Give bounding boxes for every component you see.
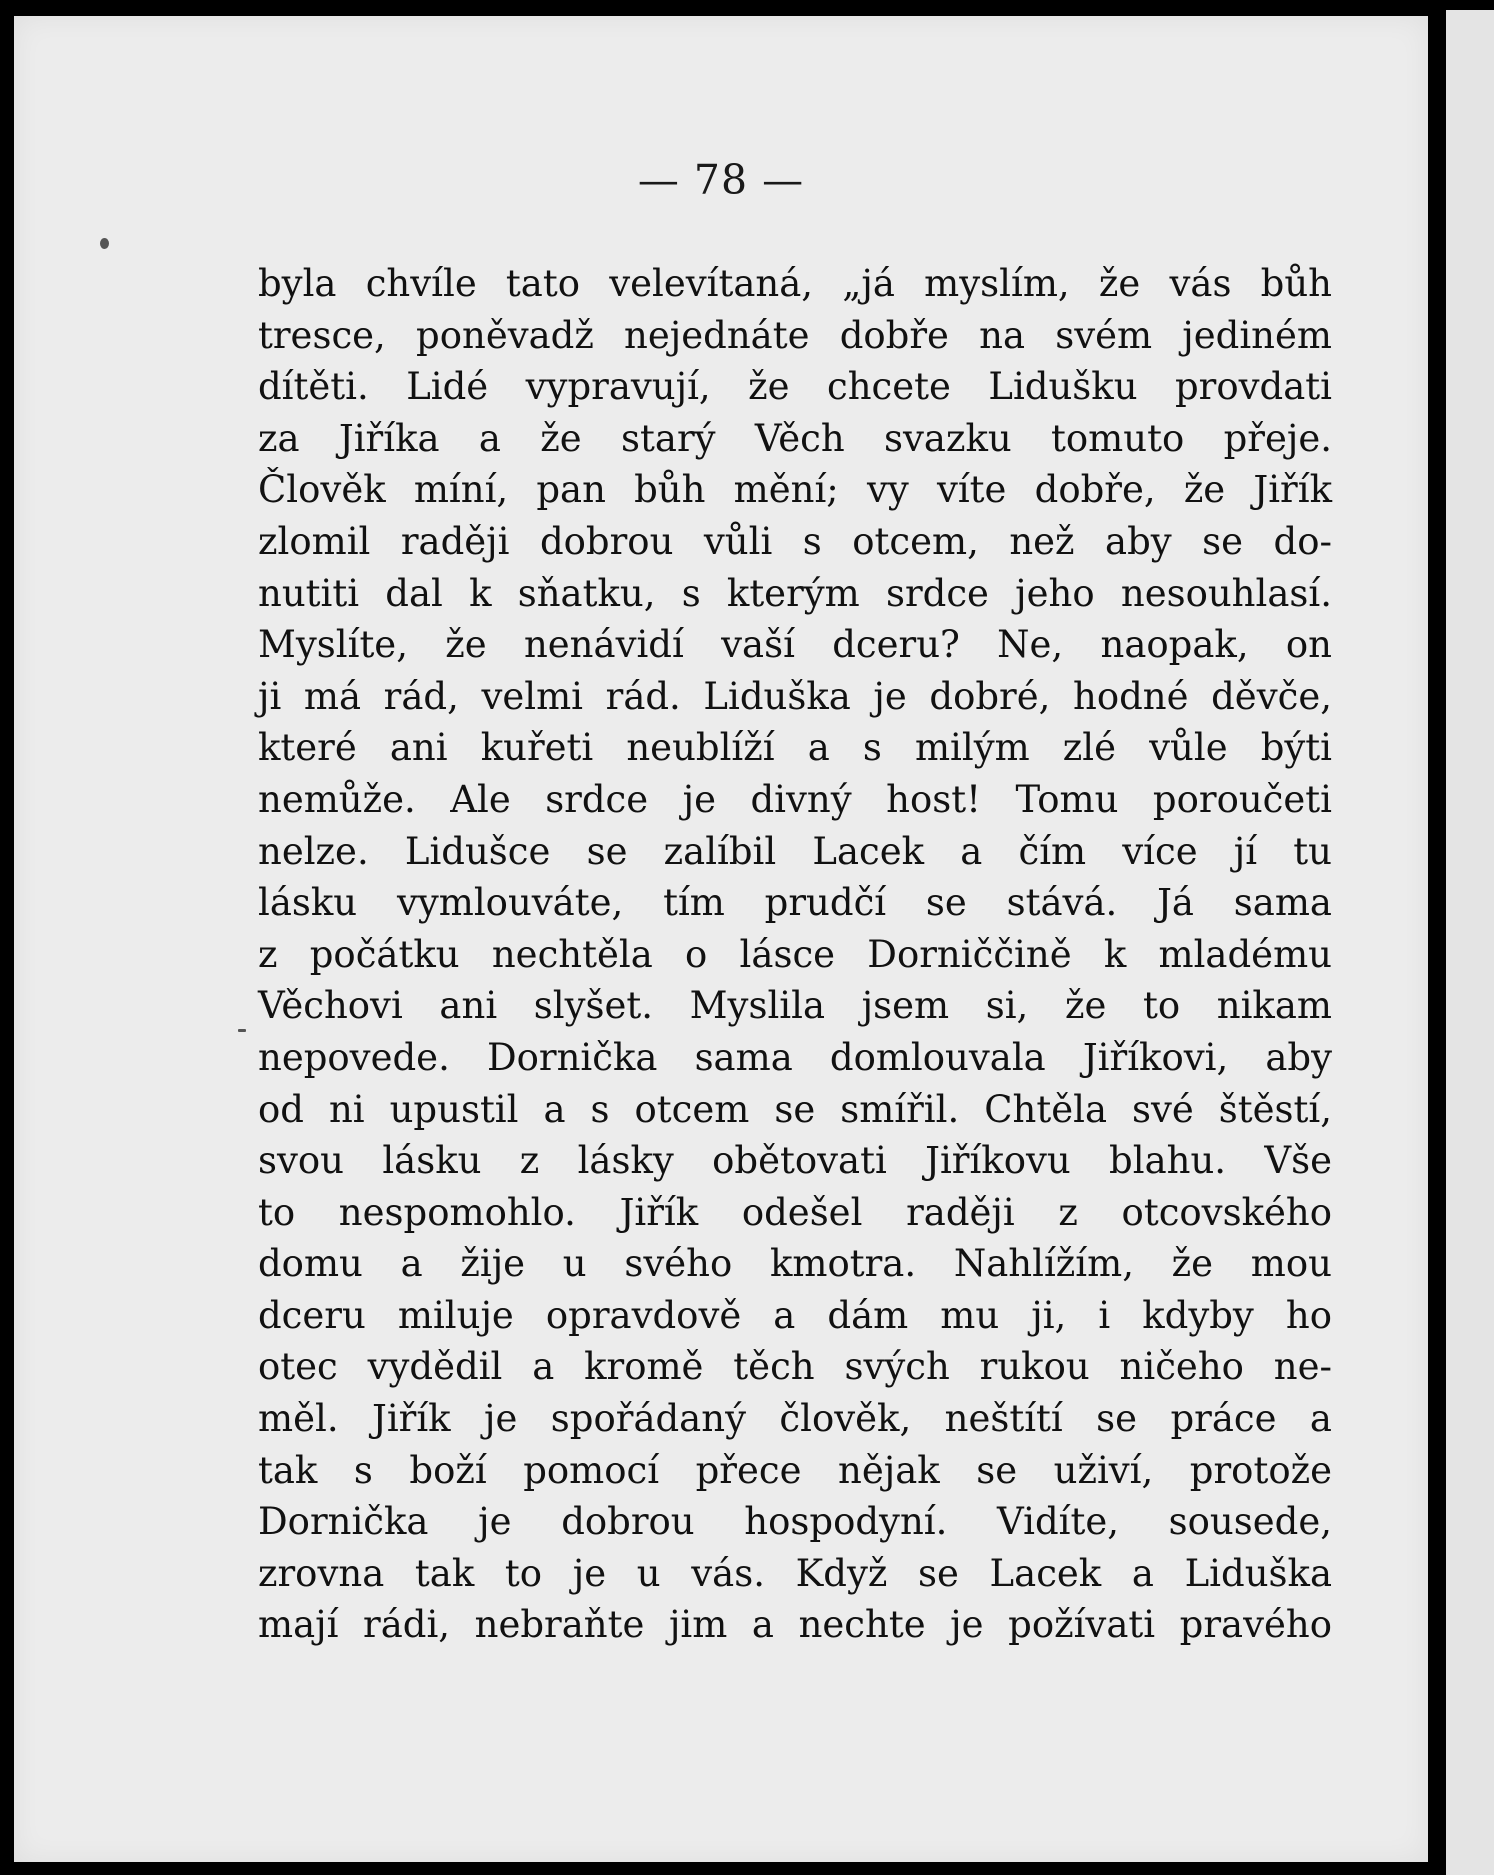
- body-text: [258, 258, 1332, 1651]
- text-line: byla chvíle tato velevítaná, „já myslím, že vás bůh: [258, 262, 1332, 305]
- text-line: zrovna tak to je u vás. Když se Lacek a Liduška: [258, 1551, 1332, 1595]
- book-page: [14, 16, 1428, 1862]
- text-line: otec vydědil a kromě těch svých rukou ničeho ne-: [258, 1345, 1332, 1389]
- text-line: domu a žije u svého kmotra. Nahlížím, že mou: [258, 1242, 1332, 1286]
- adjacent-page-edge: [1446, 10, 1494, 1875]
- text-line: Věchovi ani slyšet. Myslila jsem si, že to nikam: [258, 984, 1332, 1028]
- text-line: dceru miluje opravdově a dám mu ji, i kdyby ho: [258, 1293, 1332, 1337]
- text-line: z počátku nechtěla o lásce Dorniččině k mladému: [258, 932, 1332, 976]
- text-line: nutiti dal k sňatku, s kterým srdce jeho nesouhlasí.: [258, 571, 1332, 615]
- text-line: měl. Jiřík je spořádaný člověk, neštítí se práce a: [258, 1397, 1332, 1441]
- text-line: nelze. Lidušce se zalíbil Lacek a čím více jí tu: [258, 829, 1332, 873]
- text-line: Člověk míní, pan bůh mění; vy víte dobře, že Jiřík: [258, 468, 1332, 512]
- text-line: tresce, poněvadž nejednáte dobře na svém jediném: [258, 313, 1332, 357]
- text-line: mají rádi, nebraňte jim a nechte je požívati pravého: [258, 1603, 1332, 1647]
- ink-speck: [238, 1029, 246, 1032]
- page-number: — 78 —: [637, 156, 805, 204]
- text-line: dítěti. Lidé vypravují, že chcete Lidušku provdati: [258, 365, 1332, 409]
- text-line: nemůže. Ale srdce je divný host! Tomu poroučeti: [258, 777, 1332, 821]
- text-line: od ni upustil a s otcem se smířil. Chtěla své štěstí,: [258, 1087, 1332, 1131]
- text-line: ji má rád, velmi rád. Liduška je dobré, hodné děvče,: [258, 674, 1332, 718]
- text-line: svou lásku z lásky obětovati Jiříkovu blahu. Vše: [258, 1139, 1332, 1183]
- text-line: Dornička je dobrou hospodyní. Vidíte, sousede,: [258, 1500, 1332, 1544]
- text-line: zlomil raději dobrou vůli s otcem, než aby se do-: [258, 519, 1332, 563]
- text-line: tak s boží pomocí přece nějak se uživí, protože: [258, 1448, 1332, 1492]
- ink-speck: [100, 238, 109, 249]
- text-line: které ani kuřeti neublíží a s milým zlé vůle býti: [258, 726, 1332, 770]
- text-line: Myslíte, že nenávidí vaší dceru? Ne, naopak, on: [258, 623, 1332, 667]
- text-line: lásku vymlouváte, tím prudčí se stává. Já sama: [258, 881, 1332, 925]
- text-line: to nespomohlo. Jiřík odešel raději z otcovského: [258, 1190, 1332, 1234]
- text-line: nepovede. Dornička sama domlouvala Jiříkovi, aby: [258, 1035, 1332, 1079]
- text-line: za Jiříka a že starý Věch svazku tomuto přeje.: [258, 416, 1332, 460]
